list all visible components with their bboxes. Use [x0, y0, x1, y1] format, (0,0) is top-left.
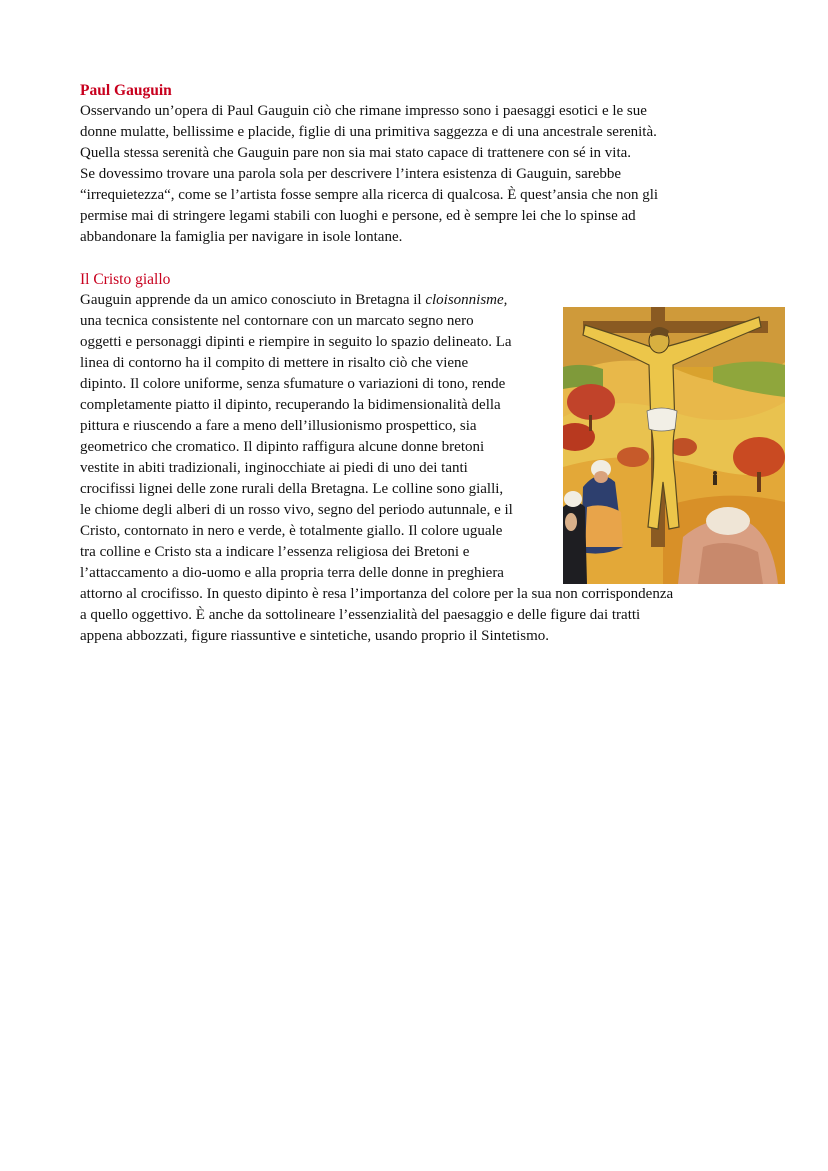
italic-term: cloisonnisme, — [425, 292, 508, 308]
text-line: “irrequietezza“, come se l’artista fosse sempre alla ricerca di qualcosa. È quest’ansia che non gli — [80, 187, 659, 203]
text-line: permise mai di stringere legami stabili con luoghi e persone, ed è sempre lei che lo spinse ad — [80, 208, 636, 224]
text-line: Quella stessa serenità che Gauguin pare non sia mai stato capace di trattenere con sé in vita. — [80, 145, 632, 161]
text-line: tra colline e Cristo sta a indicare l’essenza religiosa dei Bretoni e — [80, 544, 470, 560]
text-line: attorno al crocifisso. In questo dipinto è resa l’importanza del colore per la sua non corrispondenza — [80, 586, 674, 602]
text-line: linea di contorno ha il compito di mettere in risalto ciò che viene — [80, 355, 469, 371]
text-prefix: Gauguin apprende da un amico conosciuto in Bretagna il — [80, 292, 426, 308]
text-line: pittura e riuscendo a fare a meno dell’illusionismo prospettico, sia — [80, 418, 477, 434]
section-paul-gauguin — [80, 80, 760, 248]
text-line: geometrico che cromatico. Il dipinto raffigura alcune donne bretoni — [80, 439, 485, 455]
text-line: dipinto. Il colore uniforme, senza sfumature o variazioni di tono, rende — [80, 376, 506, 392]
text-line: vestite in abiti tradizionali, inginocchiate ai piedi di uno dei tanti — [80, 460, 468, 476]
text-line: una tecnica consistente nel contornare con un marcato segno nero — [80, 313, 474, 329]
text-line: l’attaccamento a dio-uomo e alla propria terra delle donne in preghiera — [80, 565, 504, 581]
text-line: completamente piatto il dipinto, recuperando la bidimensionalità della — [80, 397, 501, 413]
text-line: appena abbozzati, figure riassuntive e sintetiche, usando proprio il Sintetismo. — [80, 628, 550, 644]
text-line: Se dovessimo trovare una parola sola per descrivere l’intera esistenza di Gauguin, sarebbe — [80, 166, 622, 182]
text-line: donne mulatte, bellissime e placide, figlie di una primitiva saggezza e di una ancestrale serenità. — [80, 124, 657, 140]
text-line: le chiome degli alberi di un rosso vivo, segno del periodo autunnale, e il — [80, 502, 513, 518]
text-line: Osservando un’opera di Paul Gauguin ciò che rimane impresso sono i paesaggi esotici e le sue — [80, 103, 647, 119]
text-line: Cristo, contornato in nero e verde, è totalmente giallo. Il colore uguale — [80, 523, 503, 539]
text-line: oggetti e personaggi dipinti e riempire in seguito lo spazio delineato. La — [80, 334, 512, 350]
text-line: a quello oggettivo. È anche da sottolineare l’essenzialità del paesaggio e delle figure dai tratti — [80, 607, 641, 623]
paragraph-intro — [80, 101, 760, 248]
yellow-christ-painting — [563, 307, 785, 584]
heading-cristo-giallo: Il Cristo giallo — [80, 271, 171, 288]
text-line: abbandonare la famiglia per navigare in isole lontane. — [80, 229, 403, 245]
text-line: crocifissi lignei delle zone rurali della Bretagna. Le colline sono gialli, — [80, 481, 504, 497]
heading-paul-gauguin: Paul Gauguin — [80, 82, 172, 99]
document-page — [80, 80, 760, 647]
paragraph-spacer — [80, 248, 760, 269]
